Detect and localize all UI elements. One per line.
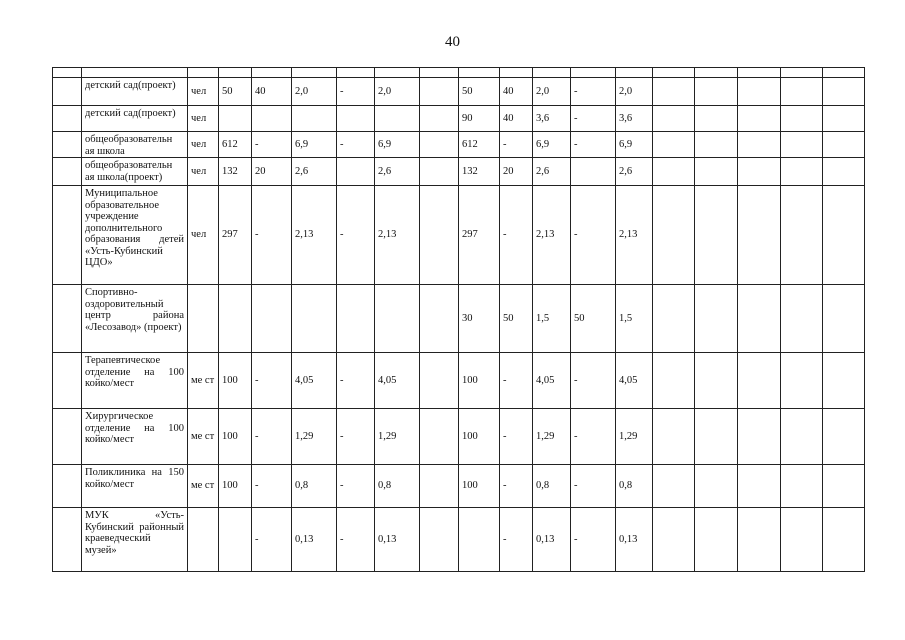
value-cell: 1,29 bbox=[292, 409, 337, 465]
empty-cell bbox=[781, 158, 823, 186]
value-cell: 0,8 bbox=[616, 465, 653, 508]
empty-cell bbox=[653, 409, 695, 465]
value-cell: 1,5 bbox=[616, 285, 653, 353]
value-cell: 100 bbox=[459, 353, 500, 409]
header-cell bbox=[571, 68, 616, 78]
value-cell: - bbox=[571, 353, 616, 409]
value-cell bbox=[459, 508, 500, 572]
value-cell: 4,05 bbox=[533, 353, 571, 409]
empty-cell bbox=[695, 465, 738, 508]
value-cell: 2,0 bbox=[292, 78, 337, 106]
unit-cell: ме ст bbox=[188, 353, 219, 409]
value-cell: 100 bbox=[219, 465, 252, 508]
empty-cell bbox=[695, 132, 738, 158]
table-row bbox=[53, 186, 865, 285]
value-cell bbox=[375, 106, 420, 132]
value-cell bbox=[571, 158, 616, 186]
value-cell: - bbox=[500, 132, 533, 158]
unit-cell: чел bbox=[188, 78, 219, 106]
value-cell: - bbox=[252, 409, 292, 465]
header-cell bbox=[500, 68, 533, 78]
table-row bbox=[53, 465, 865, 508]
empty-cell bbox=[781, 186, 823, 285]
header-cell bbox=[292, 68, 337, 78]
value-cell: 50 bbox=[459, 78, 500, 106]
value-cell bbox=[420, 353, 459, 409]
value-cell: - bbox=[571, 409, 616, 465]
empty-cell bbox=[653, 106, 695, 132]
value-cell: 297 bbox=[219, 186, 252, 285]
value-cell: 4,05 bbox=[292, 353, 337, 409]
value-cell: - bbox=[571, 78, 616, 106]
value-cell: 90 bbox=[459, 106, 500, 132]
value-cell: 6,9 bbox=[533, 132, 571, 158]
empty-cell bbox=[738, 158, 781, 186]
table-header-row bbox=[53, 68, 865, 78]
value-cell bbox=[219, 106, 252, 132]
empty-cell bbox=[823, 78, 865, 106]
value-cell bbox=[420, 186, 459, 285]
value-cell: 1,29 bbox=[616, 409, 653, 465]
empty-cell bbox=[653, 158, 695, 186]
value-cell: 0,13 bbox=[533, 508, 571, 572]
index-cell bbox=[53, 285, 82, 353]
value-cell bbox=[252, 285, 292, 353]
value-cell: 132 bbox=[219, 158, 252, 186]
value-cell: 0,8 bbox=[292, 465, 337, 508]
empty-cell bbox=[695, 186, 738, 285]
index-cell bbox=[53, 508, 82, 572]
value-cell: 2,6 bbox=[533, 158, 571, 186]
header-cell bbox=[823, 68, 865, 78]
header-cell bbox=[459, 68, 500, 78]
object-name-cell: детский сад(проект) bbox=[82, 106, 188, 132]
value-cell: 2,13 bbox=[533, 186, 571, 285]
value-cell: 1,5 bbox=[533, 285, 571, 353]
value-cell: 4,05 bbox=[616, 353, 653, 409]
value-cell: 3,6 bbox=[533, 106, 571, 132]
value-cell: 0,13 bbox=[616, 508, 653, 572]
value-cell: - bbox=[337, 465, 375, 508]
value-cell: 1,29 bbox=[375, 409, 420, 465]
value-cell: 6,9 bbox=[292, 132, 337, 158]
value-cell bbox=[292, 106, 337, 132]
value-cell: - bbox=[252, 132, 292, 158]
header-cell bbox=[420, 68, 459, 78]
value-cell: 100 bbox=[219, 353, 252, 409]
table-row bbox=[53, 132, 865, 158]
value-cell: 50 bbox=[500, 285, 533, 353]
empty-cell bbox=[738, 285, 781, 353]
object-name-cell: МУК «Усть-Кубинский районный краеведческий музей» bbox=[82, 508, 188, 572]
page-number: 40 bbox=[445, 34, 460, 50]
empty-cell bbox=[695, 409, 738, 465]
value-cell: - bbox=[337, 353, 375, 409]
value-cell: 6,9 bbox=[375, 132, 420, 158]
value-cell: - bbox=[337, 508, 375, 572]
value-cell: 0,13 bbox=[292, 508, 337, 572]
value-cell: 1,29 bbox=[533, 409, 571, 465]
value-cell: 6,9 bbox=[616, 132, 653, 158]
table-row bbox=[53, 106, 865, 132]
value-cell: 100 bbox=[459, 409, 500, 465]
empty-cell bbox=[695, 158, 738, 186]
table-row bbox=[53, 409, 865, 465]
value-cell: - bbox=[252, 186, 292, 285]
empty-cell bbox=[653, 132, 695, 158]
value-cell: - bbox=[500, 465, 533, 508]
table-row bbox=[53, 508, 865, 572]
value-cell: 40 bbox=[500, 106, 533, 132]
value-cell: 40 bbox=[500, 78, 533, 106]
empty-cell bbox=[653, 78, 695, 106]
value-cell bbox=[420, 158, 459, 186]
value-cell: 0,8 bbox=[375, 465, 420, 508]
object-name-cell: Муниципальное образовательное учреждение дополнительного образования детей «Усть-Кубинский ЦДО» bbox=[82, 186, 188, 285]
table-row bbox=[53, 353, 865, 409]
value-cell: - bbox=[252, 353, 292, 409]
empty-cell bbox=[781, 409, 823, 465]
object-name-cell: общеобразовательн ая школа(проект) bbox=[82, 158, 188, 186]
value-cell: 0,8 bbox=[533, 465, 571, 508]
value-cell: 100 bbox=[219, 409, 252, 465]
value-cell: - bbox=[571, 508, 616, 572]
unit-cell: чел bbox=[188, 132, 219, 158]
value-cell bbox=[420, 508, 459, 572]
header-cell bbox=[337, 68, 375, 78]
value-cell bbox=[219, 508, 252, 572]
empty-cell bbox=[653, 465, 695, 508]
header-cell bbox=[82, 68, 188, 78]
value-cell: - bbox=[337, 186, 375, 285]
empty-cell bbox=[781, 78, 823, 106]
table-row bbox=[53, 78, 865, 106]
header-cell bbox=[252, 68, 292, 78]
value-cell: - bbox=[337, 132, 375, 158]
header-cell bbox=[738, 68, 781, 78]
value-cell: - bbox=[571, 132, 616, 158]
data-table bbox=[52, 67, 865, 572]
empty-cell bbox=[653, 285, 695, 353]
empty-cell bbox=[823, 465, 865, 508]
header-cell bbox=[219, 68, 252, 78]
unit-cell: ме ст bbox=[188, 465, 219, 508]
empty-cell bbox=[823, 409, 865, 465]
value-cell: 2,13 bbox=[292, 186, 337, 285]
empty-cell bbox=[695, 508, 738, 572]
empty-cell bbox=[738, 186, 781, 285]
value-cell: - bbox=[252, 465, 292, 508]
empty-cell bbox=[738, 106, 781, 132]
value-cell bbox=[337, 158, 375, 186]
value-cell: - bbox=[500, 353, 533, 409]
empty-cell bbox=[823, 285, 865, 353]
value-cell: 132 bbox=[459, 158, 500, 186]
object-name-cell: Терапевтическое отделение на 100 койко/мест bbox=[82, 353, 188, 409]
value-cell: 4,05 bbox=[375, 353, 420, 409]
unit-cell: чел bbox=[188, 186, 219, 285]
value-cell bbox=[420, 285, 459, 353]
value-cell: 2,6 bbox=[292, 158, 337, 186]
empty-cell bbox=[695, 106, 738, 132]
value-cell: - bbox=[571, 186, 616, 285]
value-cell: - bbox=[337, 78, 375, 106]
index-cell bbox=[53, 353, 82, 409]
value-cell: - bbox=[500, 508, 533, 572]
index-cell bbox=[53, 78, 82, 106]
table-row bbox=[53, 285, 865, 353]
empty-cell bbox=[653, 508, 695, 572]
index-cell bbox=[53, 158, 82, 186]
value-cell bbox=[337, 285, 375, 353]
empty-cell bbox=[781, 353, 823, 409]
value-cell: - bbox=[337, 409, 375, 465]
empty-cell bbox=[781, 132, 823, 158]
value-cell bbox=[420, 465, 459, 508]
header-cell bbox=[533, 68, 571, 78]
value-cell: 30 bbox=[459, 285, 500, 353]
value-cell: 3,6 bbox=[616, 106, 653, 132]
index-cell bbox=[53, 106, 82, 132]
object-name-cell: Хирургическое отделение на 100 койко/мест bbox=[82, 409, 188, 465]
value-cell: 20 bbox=[252, 158, 292, 186]
empty-cell bbox=[738, 132, 781, 158]
value-cell bbox=[420, 409, 459, 465]
value-cell: 2,13 bbox=[375, 186, 420, 285]
value-cell: 2,0 bbox=[533, 78, 571, 106]
object-name-cell: общеобразовательн ая школа bbox=[82, 132, 188, 158]
empty-cell bbox=[781, 508, 823, 572]
value-cell: 50 bbox=[219, 78, 252, 106]
value-cell: - bbox=[500, 409, 533, 465]
value-cell bbox=[420, 78, 459, 106]
empty-cell bbox=[823, 106, 865, 132]
empty-cell bbox=[823, 353, 865, 409]
object-name-cell: Спортивно-оздоровительный центр района «Лесозавод» (проект) bbox=[82, 285, 188, 353]
empty-cell bbox=[823, 158, 865, 186]
unit-cell: чел bbox=[188, 158, 219, 186]
empty-cell bbox=[781, 106, 823, 132]
value-cell: 612 bbox=[459, 132, 500, 158]
value-cell bbox=[252, 106, 292, 132]
unit-cell bbox=[188, 508, 219, 572]
header-cell bbox=[695, 68, 738, 78]
empty-cell bbox=[653, 186, 695, 285]
header-cell bbox=[781, 68, 823, 78]
object-name-cell: Поликлиника на 150 койко/мест bbox=[82, 465, 188, 508]
value-cell: 2,13 bbox=[616, 186, 653, 285]
unit-cell: ме ст bbox=[188, 409, 219, 465]
value-cell: 50 bbox=[571, 285, 616, 353]
empty-cell bbox=[738, 409, 781, 465]
value-cell bbox=[420, 106, 459, 132]
value-cell bbox=[420, 132, 459, 158]
empty-cell bbox=[695, 353, 738, 409]
empty-cell bbox=[738, 508, 781, 572]
empty-cell bbox=[738, 353, 781, 409]
index-cell bbox=[53, 409, 82, 465]
object-name-cell: детский сад(проект) bbox=[82, 78, 188, 106]
empty-cell bbox=[823, 186, 865, 285]
value-cell: 2,0 bbox=[375, 78, 420, 106]
empty-cell bbox=[781, 285, 823, 353]
unit-cell bbox=[188, 285, 219, 353]
header-cell bbox=[375, 68, 420, 78]
value-cell: 100 bbox=[459, 465, 500, 508]
value-cell: 612 bbox=[219, 132, 252, 158]
empty-cell bbox=[695, 285, 738, 353]
value-cell: - bbox=[571, 106, 616, 132]
empty-cell bbox=[653, 353, 695, 409]
value-cell bbox=[219, 285, 252, 353]
empty-cell bbox=[781, 465, 823, 508]
value-cell: 2,0 bbox=[616, 78, 653, 106]
index-cell bbox=[53, 186, 82, 285]
empty-cell bbox=[738, 78, 781, 106]
empty-cell bbox=[738, 465, 781, 508]
header-cell bbox=[188, 68, 219, 78]
value-cell: 0,13 bbox=[375, 508, 420, 572]
value-cell: 2,6 bbox=[616, 158, 653, 186]
header-cell bbox=[653, 68, 695, 78]
unit-cell: чел bbox=[188, 106, 219, 132]
value-cell: 20 bbox=[500, 158, 533, 186]
value-cell: - bbox=[571, 465, 616, 508]
header-cell bbox=[53, 68, 82, 78]
value-cell bbox=[337, 106, 375, 132]
index-cell bbox=[53, 465, 82, 508]
index-cell bbox=[53, 132, 82, 158]
value-cell: - bbox=[252, 508, 292, 572]
value-cell bbox=[375, 285, 420, 353]
value-cell: - bbox=[500, 186, 533, 285]
empty-cell bbox=[823, 132, 865, 158]
value-cell: 297 bbox=[459, 186, 500, 285]
value-cell: 2,6 bbox=[375, 158, 420, 186]
empty-cell bbox=[695, 78, 738, 106]
table-row bbox=[53, 158, 865, 186]
value-cell bbox=[292, 285, 337, 353]
header-cell bbox=[616, 68, 653, 78]
value-cell: 40 bbox=[252, 78, 292, 106]
empty-cell bbox=[823, 508, 865, 572]
